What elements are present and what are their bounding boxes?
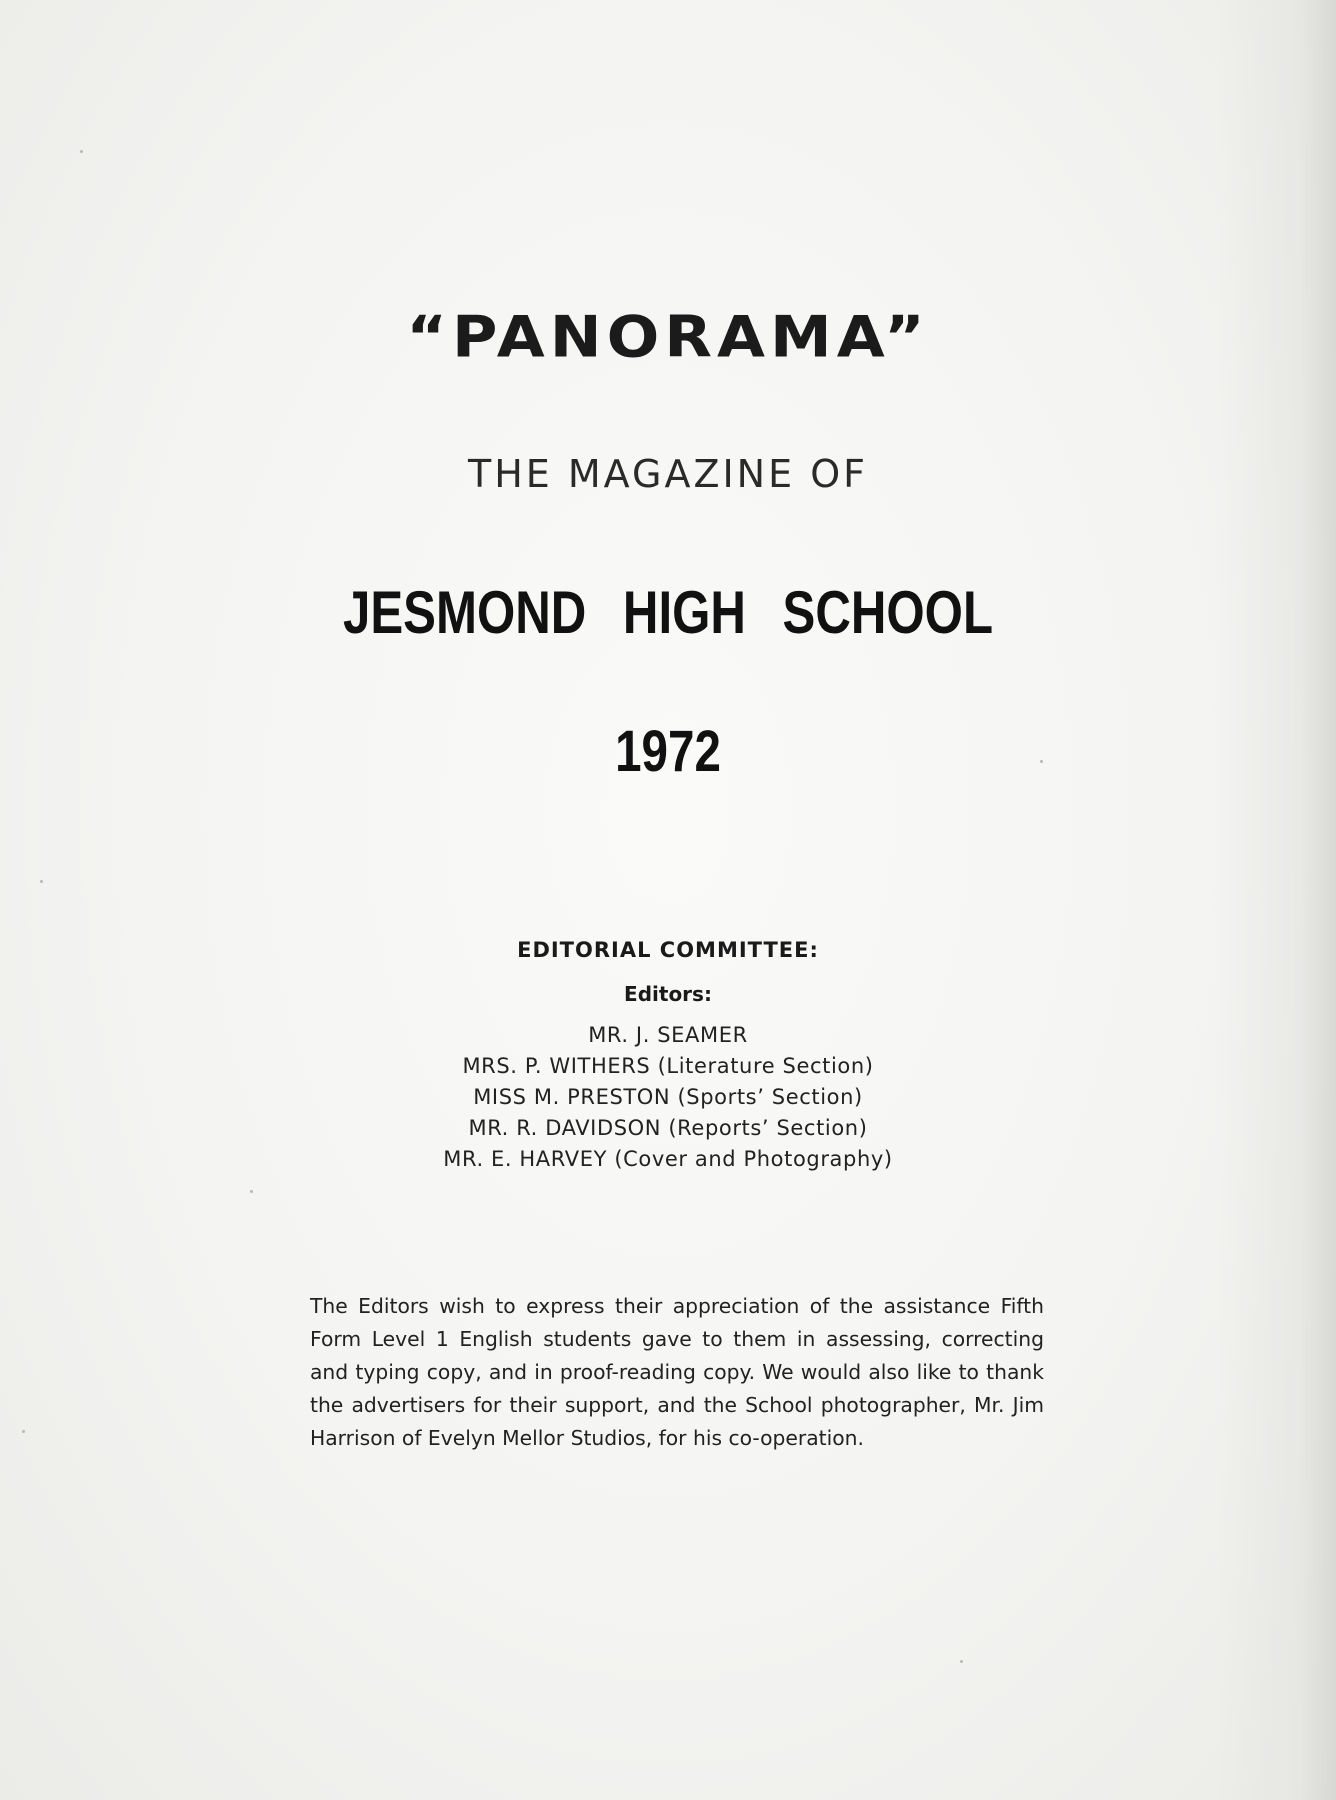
publication-year: 1972: [615, 719, 721, 784]
editor-list: [0, 1020, 1336, 1175]
magazine-title: “PANORAMA”: [406, 302, 930, 371]
editor-entry: MR. E. HARVEY (Cover and Photography): [443, 1147, 893, 1171]
paper-speck: [80, 150, 83, 153]
editor-entry: MISS M. PRESTON (Sports’ Section): [473, 1085, 863, 1109]
page-edge-shadow: [1216, 0, 1336, 1800]
magazine-subtitle: THE MAGAZINE OF: [468, 452, 868, 496]
paper-speck: [22, 1430, 25, 1433]
editor-entry: MR. R. DAVIDSON (Reports’ Section): [468, 1116, 868, 1140]
paper-speck: [250, 1190, 253, 1193]
editors-heading: Editors:: [624, 982, 712, 1006]
paper-speck: [40, 880, 43, 883]
school-name: JESMOND HIGH SCHOOL: [342, 579, 994, 646]
editor-entry: MRS. P. WITHERS (Literature Section): [462, 1054, 874, 1078]
paper-speck: [960, 1660, 963, 1663]
acknowledgement-paragraph: The Editors wish to express their appreciation of the assistance Fifth Form Level 1 English students gave to them in assessing, correcting and typing copy, and in proof-reading copy. We would also like to thank the advertisers for their support, and the School photographer, Mr. Jim Harrison of Evelyn Mellor Studios, for his co-operation.: [310, 1294, 1044, 1450]
editorial-committee-heading: EDITORIAL COMMITTEE:: [517, 938, 819, 962]
editor-entry: MR. J. SEAMER: [588, 1023, 748, 1047]
